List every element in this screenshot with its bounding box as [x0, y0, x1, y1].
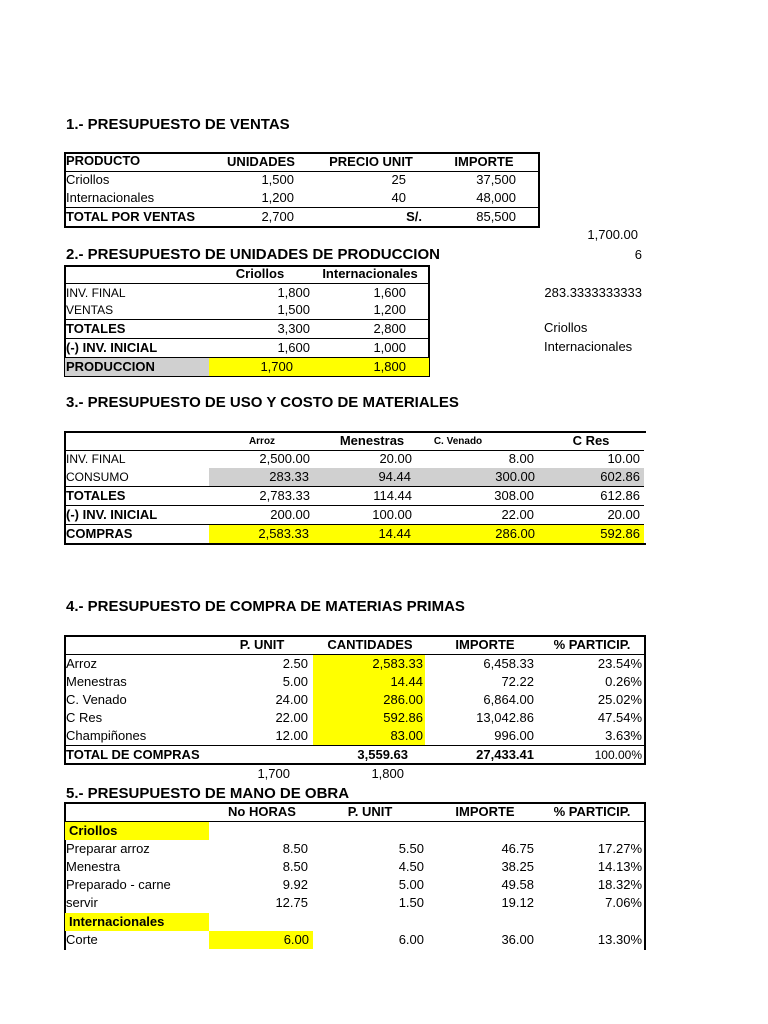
side-label: Internacionales	[544, 339, 633, 354]
cell-unit-price: 12.00	[275, 728, 308, 743]
cell-percent: 17.27%	[597, 841, 642, 856]
cell-percent: 3.63%	[605, 728, 642, 743]
cell-unit-price: 1.50	[398, 895, 424, 910]
cell-value: 300.00	[415, 468, 539, 486]
cell-percent: 13.30%	[597, 932, 642, 947]
cell-product: Internacionales	[66, 190, 155, 205]
row-label: PRODUCCION	[65, 358, 209, 376]
col-header-precio-unit: PRECIO UNIT	[329, 154, 413, 169]
cell-percent: 0.26%	[605, 674, 642, 689]
cell-value: 612.86	[600, 488, 640, 503]
currency-label: S/.	[406, 209, 422, 224]
col-header-internacionales: Internacionales	[322, 266, 418, 281]
row-label: Preparar arroz	[66, 841, 150, 856]
cell-percent: 7.06%	[605, 895, 642, 910]
total-amount: 85,500	[476, 209, 516, 224]
cell-unit-price: 22.00	[275, 710, 308, 725]
col-header-no-horas: No HORAS	[228, 804, 296, 819]
col-header-criollos: Criollos	[235, 266, 285, 281]
cell-value: 20.00	[607, 507, 640, 522]
group-label-criollos: Criollos	[65, 822, 209, 840]
cell-hours: 9.92	[282, 877, 308, 892]
cell-units: 1,200	[261, 190, 294, 205]
cell-hours: 12.75	[275, 895, 308, 910]
cell-amount: 6,864.00	[483, 692, 534, 707]
cell-unit-price: 2.50	[282, 656, 308, 671]
col-header-importe: IMPORTE	[455, 804, 515, 819]
cell-amount: 19.12	[501, 895, 534, 910]
cell-value: 10.00	[607, 451, 640, 466]
col-header-c-venado: C. Venado	[433, 436, 483, 447]
cell-value: 602.86	[539, 468, 644, 486]
cell-value: 283.33	[209, 468, 313, 486]
cell-unit-price: 6.00	[398, 932, 424, 947]
section5-title: 5.- PRESUPUESTO DE MANO DE OBRA	[66, 785, 350, 802]
cell-value: 2,783.33	[259, 488, 310, 503]
total-label: TOTAL POR VENTAS	[66, 209, 196, 224]
row-label: TOTALES	[66, 488, 126, 503]
total-amount: 27,433.41	[476, 747, 534, 762]
cell-unit-price: 24.00	[275, 692, 308, 707]
row-label: TOTALES	[66, 321, 126, 336]
cell-percent: 25.02%	[597, 692, 642, 707]
cell-percent: 23.54%	[597, 656, 642, 671]
cell-value: 1,800	[313, 358, 429, 376]
cell-value: 1,800	[277, 285, 310, 300]
cell-quantity: 2,583.33	[313, 655, 425, 673]
row-label: Corte	[66, 932, 98, 947]
below-value: 1,800	[371, 766, 404, 781]
row-label: C Res	[66, 710, 103, 725]
col-header-producto: PRODUCTO	[66, 153, 141, 168]
col-header-arroz: Arroz	[248, 436, 276, 447]
row-label: (-) INV. INICIAL	[66, 340, 158, 355]
cell-value: 22.00	[501, 507, 534, 522]
section3-title: 3.- PRESUPUESTO DE USO Y COSTO DE MATERIALES	[66, 394, 459, 411]
side-value: 283.3333333333	[544, 285, 642, 300]
cell-amount: 13,042.86	[476, 710, 534, 725]
col-header-p-unit: P. UNIT	[239, 637, 285, 652]
row-label: INV. FINAL	[66, 452, 126, 466]
row-label: Champiñones	[66, 728, 147, 743]
col-header-unidades: UNIDADES	[227, 154, 295, 169]
side-value: 6	[634, 247, 642, 262]
cell-price: 40	[391, 190, 406, 205]
cell-value: 308.00	[494, 488, 534, 503]
row-label: (-) INV. INICIAL	[66, 507, 158, 522]
cell-value: 20.00	[379, 451, 412, 466]
col-header-importe: IMPORTE	[455, 637, 515, 652]
cell-value: 2,800	[373, 321, 406, 336]
cell-amount: 996.00	[494, 728, 534, 743]
cell-value: 8.00	[508, 451, 534, 466]
col-header-menestras: Menestras	[339, 433, 405, 448]
section4-title: 4.- PRESUPUESTO DE COMPRA DE MATERIAS PRIMAS	[66, 598, 465, 615]
cell-amount: 72.22	[501, 674, 534, 689]
side-value: 1,700.00	[587, 227, 638, 242]
row-label: servir	[66, 895, 98, 910]
cell-amount: 37,500	[476, 172, 516, 187]
cell-value: 94.44	[313, 468, 415, 486]
group-label-internacionales: Internacionales	[65, 913, 209, 931]
cell-value: 1,500	[277, 302, 310, 317]
row-label: VENTAS	[66, 303, 114, 317]
total-percent: 100.00%	[594, 748, 642, 762]
cell-amount: 38.25	[501, 859, 534, 874]
cell-unit-price: 5.00	[282, 674, 308, 689]
cell-hours: 8.50	[282, 859, 308, 874]
cell-price: 25	[391, 172, 406, 187]
below-value: 1,700	[257, 766, 290, 781]
row-label: Preparado - carne	[66, 877, 171, 892]
col-header-particip: % PARTICIP.	[553, 804, 631, 819]
col-header-p-unit: P. UNIT	[347, 804, 393, 819]
cell-quantity: 592.86	[313, 709, 425, 727]
cell-percent: 18.32%	[597, 877, 642, 892]
row-label: INV. FINAL	[66, 286, 126, 300]
cell-unit-price: 5.50	[398, 841, 424, 856]
cell-value: 1,700	[209, 358, 313, 376]
col-header-c-res: C Res	[572, 433, 610, 448]
cell-percent: 47.54%	[597, 710, 642, 725]
col-header-importe: IMPORTE	[454, 154, 514, 169]
section2-title: 2.- PRESUPUESTO DE UNIDADES DE PRODUCCION	[66, 246, 440, 263]
cell-value: 286.00	[415, 525, 539, 543]
cell-value: 200.00	[270, 507, 310, 522]
cell-hours: 6.00	[209, 931, 313, 949]
cell-amount: 36.00	[501, 932, 534, 947]
cell-percent: 14.13%	[597, 859, 642, 874]
total-label: TOTAL DE COMPRAS	[66, 747, 200, 762]
cell-value: 100.00	[372, 507, 412, 522]
total-quantity: 3,559.63	[357, 747, 408, 762]
cell-amount: 46.75	[501, 841, 534, 856]
row-label: Menestra	[66, 859, 121, 874]
cell-product: Criollos	[66, 172, 110, 187]
row-label: Menestras	[66, 674, 127, 689]
cell-value: 1,200	[373, 302, 406, 317]
side-label: Criollos	[544, 320, 588, 335]
cell-unit-price: 4.50	[398, 859, 424, 874]
cell-value: 1,000	[373, 340, 406, 355]
cell-amount: 48,000	[476, 190, 516, 205]
row-label: COMPRAS	[66, 526, 133, 541]
section1-title: 1.- PRESUPUESTO DE VENTAS	[66, 116, 290, 133]
cell-quantity: 14.44	[313, 673, 425, 691]
cell-value: 3,300	[277, 321, 310, 336]
cell-value: 592.86	[539, 525, 644, 543]
cell-value: 14.44	[313, 525, 415, 543]
cell-value: 1,600	[277, 340, 310, 355]
row-label: Arroz	[66, 656, 98, 671]
cell-value: 2,500.00	[259, 451, 310, 466]
row-label: C. Venado	[66, 692, 127, 707]
col-header-particip: % PARTICIP.	[553, 637, 631, 652]
cell-value: 1,600	[373, 285, 406, 300]
col-header-cantidades: CANTIDADES	[327, 637, 413, 652]
cell-amount: 49.58	[501, 877, 534, 892]
cell-amount: 6,458.33	[483, 656, 534, 671]
cell-units: 1,500	[261, 172, 294, 187]
row-label: CONSUMO	[66, 470, 129, 484]
cell-quantity: 83.00	[313, 727, 425, 745]
cell-hours: 8.50	[282, 841, 308, 856]
cell-quantity: 286.00	[313, 691, 425, 709]
cell-unit-price: 5.00	[398, 877, 424, 892]
cell-value: 114.44	[373, 488, 412, 503]
total-units: 2,700	[261, 209, 294, 224]
cell-value: 2,583.33	[209, 525, 313, 543]
